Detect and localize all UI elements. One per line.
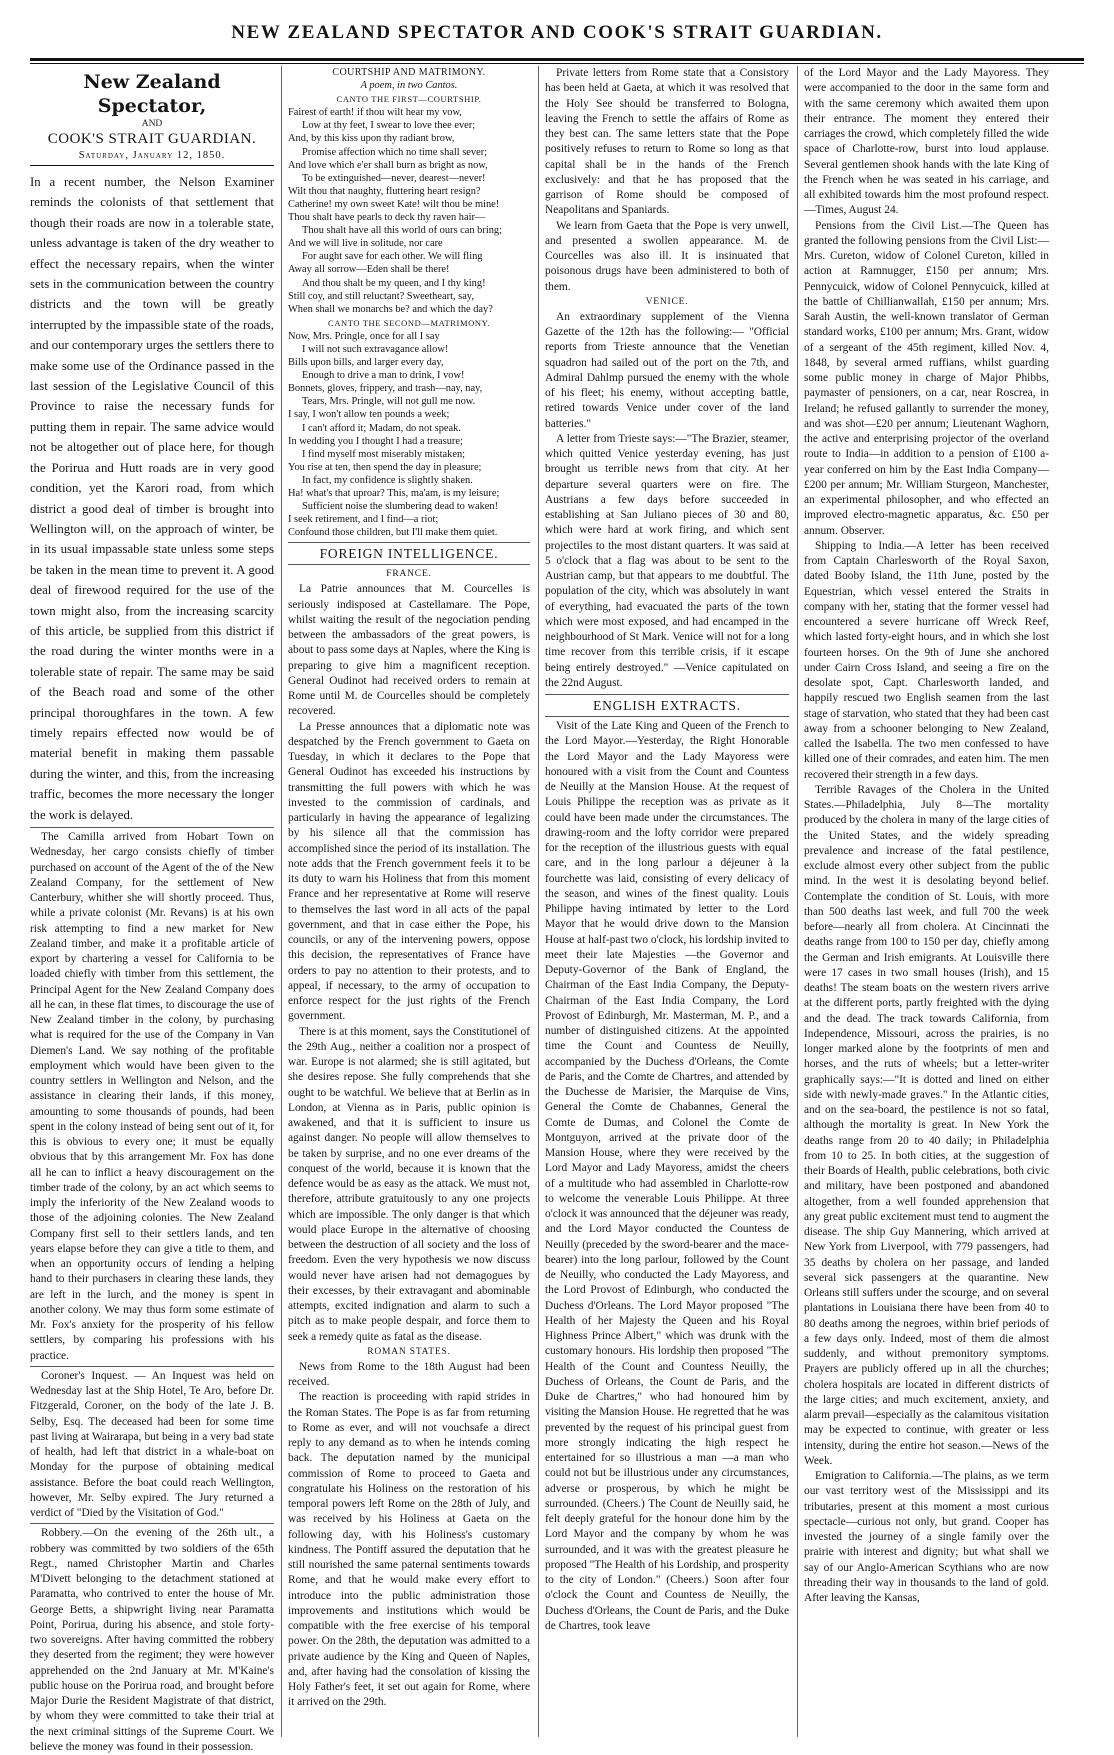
poem-line: Thou shalt have all this world of ours can bring; (302, 225, 502, 237)
column-2 (288, 66, 530, 1737)
dateline: Saturday, January 12, 1850. (30, 149, 274, 166)
article-paragraph: An extraordinary supplement of the Vienna Gazette of the 12th has the following:— "Official reports from Trieste announce that the Venetian squadron had sailed out of the port on the 7th, and Admiral Dahlmp pursued the enemy with the whole of his fleet; his enemy, without accepting battle, retired towards Venice under cover of the land batteries." (545, 310, 789, 430)
poem-line: For aught save for each other. We will fling (302, 251, 483, 263)
column-rule (281, 66, 282, 1737)
article-paragraph: There is at this moment, says the Constitutionel of the 29th Aug., neither a coalition nor a prospect of war. Europe is not alarmed; she is still agitated, but she desires repose. She fully comprehends that she ought to be watchful. We believe that at Berlin as in London, at Vienna as in Paris, public opinion is awakened, and that it is sufficient to insure us against danger. No people will allow themselves to be taken by surprise, and no one ever dreams of the conquest of the world, because it is known that the defence would be as easy as the attack. We must not, therefore, attribute gratuitously to any one projects which are impossible. The only danger is that which would place Europe in the alternative of choosing between the destruction of all society and the loss of freedom. Even the very hypothesis we now discuss would never have arisen had not demagogues by their excesses, by their extravagant and abominable attempts, excited indignation and alarm to such a pitch as to make people despair, and force them to seek a remedy quite as fatal as the disease. (288, 1025, 530, 1343)
subsection-heading: VENICE. (645, 296, 689, 307)
coroner-inquest-article: Coroner's Inquest. — An Inquest was held on Wednesday last at the Ship Hotel, Te Aro, before Dr. Fitzgerald, Coroner, on the body of the late J. B. Selby, Esq. The deceased had been for some time past living at Wairarapa, but being in a very bad state of health, had left that district in a whale-boat on Monday for the purpose of obtaining medical assistance. Before the boat could reach Wellington, however, Mr. Selby expired. The Jury returned a verdict of "Died by the Visitation of God." (30, 1369, 274, 1519)
poem-line: And love which e'er shall burn as bright as now, (288, 159, 488, 171)
poem-title: COURTSHIP AND MATRIMONY. (332, 67, 486, 78)
poem-line: Low at thy feet, I swear to love thee ever; (302, 120, 476, 132)
poem-line: Fairest of earth! if thou wilt hear my vow, (288, 107, 462, 119)
poem-line: To be extinguished—never, dearest—never! (302, 172, 486, 184)
robbery-article: Robbery.—On the evening of the 26th ult., a robbery was committed by two soldiers of the 65th Regt., named Christopher Martin and Charles M'Divett belonging to the detachment stationed at Paramatta, who contrived to enter the house of Mr. George Betts, a shipwright living near Paramatta Point, Porirua, during his absence, and stole forty-two sovereigns. After having committed the robbery they deserted from the regiment; they were however apprehended on the 2nd January at Mr. M'Kaine's public house on the Porirua road, and brought before Major Durie the Resident Magistrate of that district, by whom they were committed to take their trial at the next criminal sittings of the Supreme Court. We believe the money was found in their possession. (30, 1527, 274, 1753)
article-paragraph: Shipping to India.—A letter has been received from Captain Charlesworth of the Royal Saxon, dated Booby Island, the 11th June, posted by the Equestrian, which vessel entered the Straits in company with her, stating that the former vessel had encountered a severe hurricane off Wreck Reef, which lasted forty-eight hours, and in which she lost fourteen horses. On the 9th of June she anchored under Cairn Cross Island, and seeing a fire on the desolate spot, Capt. Charlesworth landed, and happily rescued two English seamen from the last stage of starvation, who stated that they had been cast away from a schooner belonging to New Zealand, called the Isabella. The two men confessed to have killed one of their comrades, and eaten him. The men recovered their strength in a few days. (804, 539, 1049, 781)
poem-line: In wedding you I thought I had a treasure; (288, 435, 463, 447)
poem-line: Tears, Mrs. Pringle, will not gull me now. (302, 396, 476, 408)
poem-line: I seek retirement, and I find—a riot; (288, 514, 439, 526)
poem-line: Thou shalt have pearls to deck thy raven hair— (288, 212, 486, 224)
poem-line: Catherine! my own sweet Kate! wilt thou be mine! (288, 198, 500, 210)
poem-line: Bonnets, gloves, frippery, and trash—nay, nay, (288, 383, 483, 395)
poem-line: I can't afford it; Madam, do not speak. (302, 422, 461, 434)
poem-line: Enough to drive a man to drink, I vow! (302, 370, 465, 382)
paper-and: AND (141, 119, 163, 129)
article-paragraph: Emigration to California.—The plains, as we term our vast territory west of the Mississippi and its tributaries, present at this moment a most curious spectacle—curious not only, but grand. Cooper has invested the journey of a single family over the prairie with interest and dignity; but what shall we say of our Anglo-American Scythians who are now threading their way in thousands to the land of gold. After leaving the Kansas, (804, 1470, 1049, 1604)
article-separator (30, 1523, 274, 1524)
article-separator (30, 1366, 274, 1367)
article-paragraph: Terrible Ravages of the Cholera in the United States.—Philadelphia, July 8—The mortality produced by the cholera in many of the large cities of the United States, and the widely spreading prevalence and increase of the fatal pestilence, exclude almost every other subject from the public mind. In the west it is desolating beyond belief. Contemplate the condition of St. Louis, with more than 500 deaths last week, and full 700 the week before—nearly all from cholera. At Cincinnati the deaths range from 100 to 150 per day, chiefly among the German and Irish emigrants. At Louisville there were 17 cases in two small houses (Irish), and 15 deaths! The steam boats on the western rivers arrive at the different ports, partly freighted with the dying and the dead. The track towards California, from Independence, Missouri, across the prairies, is no longer marked alone by the footprints of men and horses, and the ruts of wheels; but a letter-writer graphically says:—"It is dotted and lined on either side with newly-made graves." In the Atlantic cities, and on the sea-board, the pestilence is not so fatal, although the mortality is great. In New York the deaths range from 20 to 40 daily; in Philadelphia from 10 to 25. In both cities, at the suggestion of their Boards of Health, public celebrations, both civic and military, have been postponed and abandoned altogether, from a well founded apprehension that any great public excitement must tend to augment the disease. The ship Guy Mannering, which arrived at New York from Liverpool, with 779 passengers, had 35 deaths by cholera on her passage, and landed several sick passengers at the quarantine. New Orleans still suffers under the scourge, and on several plantations in Louisiana there have been from 40 to 80 deaths among the negroes, within brief periods of a few days only. Indeed, most of them die almost suddenly, and without premonitory symptoms. Prayers are publicly offered up in all the churches; cholera hospitals are located in different districts of the large cities; and much excitement, anxiety, and alarm prevail—especially as the calamitous visitation may be expected to continue, with greater or less intensity, during the entire hot season.—News of the Week. (804, 783, 1049, 1467)
column-rule (538, 66, 539, 1737)
poem-line: Sufficient noise the slumbering dead to waken! (302, 501, 499, 513)
column-rule (797, 66, 798, 1737)
poem-subtitle: A poem, in two Cantos. (360, 80, 458, 92)
article-paragraph: Visit of the Late King and Queen of the French to the Lord Mayor.—Yesterday, the Right Honorable the Lord Mayor and the Lady Mayoress were honoured with a visit from the Count and Countess de Neuilly at the Mansion House. At the request of Louis Philippe the reception was as private as it could have been made under the circumstances. The drawing-room and the lofty corridor were prepared for the reception of the illustrious guests with equal care, and in the long parlour a déjeuner à la fourchette was laid, consisting of every delicacy of the season, and wines of the finest quality. Louis Philippe having intimated by letter to the Lord Mayor that he would drive down to the Mansion House at half-past two o'clock, his lordship invited to meet their late Majesties —the Governor and Deputy-Governor of the Bank of England, the Chairman of the East India Company, the Deputy-Chairman of the East India Company, the Lord Provost of Edinburgh, Mr. Masterman, M. P., and a number of distinguished citizens. At the appointed time the Count and Countess de Neuilly, accompanied by the Duchess d'Orleans, the Comte de Paris, and the Comte de Chartres, and attended by the Duchesse de Marisier, the Marquise de Vins, General the Comte de Chabannes, General the Comte de Dumas, and Colonel the Comte de Montguyon, arrived at the private door of the Mansion House, where they were received by the Lord Mayor and Lady Mayoress, amidst the cheers of a multitude who had assembled in Charlotte-row to welcome the venerable Louis Philippe. At three o'clock it was announced that the déjeuner was ready, and the Lord Mayor conducted the Countess de Neuilly (preceded by the sword-bearer and the mace-bearer) into the long parlour, followed by the Count de Neuilly, who conducted the Lady Mayoress, and the Lord Provost of Edinburgh, who conducted the Duchess d'Orleans. The Lord Mayor proposed "The Health of her Majesty the Queen and his Royal Highness Prince Albert," which was drunk with the customary honours. His lordship then proposed "The Health of the Count and Countess Neuilly, the Duchess of Orleans, the Count de Paris, and the Duke de Chartres," who had honoured him by visiting the Mansion House. He regretted that he was prevented by the request of his principal guest from more strongly indicating the high respect he entertained for so illustrious a man —a man who could not but be illustrious under any circumstances, adverse or prosperous, by which he might be surrounded. (Cheers.) The Count de Neuilly said, he felt deeply grateful for the honour done him by the Lord Mayor and the company by whom he was surrounded, and it was with the greatest pleasure he proposed "The Health of his Lordship, and prosperity to the city of London." (Cheers.) Soon after four o'clock the Count and Countess de Neuilly, the Duchess d'Orleans, the Count de Paris, and the Duke de Chartres, took leave (545, 720, 789, 1632)
poem-line: And we will live in solitude, nor care (288, 238, 443, 250)
canto-heading: CANTO THE SECOND—MATRIMONY. (328, 317, 490, 328)
poem-line: And, by this kiss upon thy radiant brow, (288, 133, 455, 145)
poem-line: Still coy, and still reluctant? Sweetheart, say, (288, 290, 474, 302)
poem-line: I say, I won't allow ten pounds a week; (288, 409, 450, 421)
canto-heading: CANTO THE FIRST—COURTSHIP. (336, 94, 482, 105)
subsection-heading: FRANCE. (386, 569, 432, 580)
poem-line: Wilt thou that naughty, fluttering heart resign? (288, 185, 481, 197)
canto-1-lines (288, 106, 530, 316)
column-3 (545, 66, 789, 1737)
article-paragraph: La Patrie announces that M. Courcelles is seriously indisposed at Castellamare. The Pope, whilst waiting the result of the negociation pending between the ambassadors of the great powers, is about to pass some days at Naples, where the King is preparing to give him a magnificent reception. General Oudinot had received orders to remain at Rome until M. de Courcelles should be completely recovered. (288, 583, 531, 718)
masthead: NEW ZEALAND SPECTATOR AND COOK'S STRAIT GUARDIAN. (231, 22, 883, 43)
poem-line: I will not such extravagance allow! (302, 343, 449, 355)
article-paragraph: Pensions from the Civil List.—The Queen has granted the following pensions from the Civil List:—Mrs. Cureton, widow of Colonel Cureton, killed in action at Ramnugger, £150 per annum; Mrs. Pennycuick, widow of Colonel Pennycuick, killed at the battle of Chillianwallah, £150 per annum; Mrs. Sarah Austin, the well-known translator of German standard works, £100 per annum; Mrs. Grant, widow of a sergeant of the 45th regiment, killed Nov. 4, 1848, by several armed ruffians, whilst guarding some public money in charge of Major Phibbs, paymaster of pensioners, on a car, near Roscrea, in Ireland; he refused gallantly to surrender the money, and was shot—£20 per annum; Lieutenant Waghorn, the active and enterprising projector of the overland route to India—in addition to a pension of £100 a-year conferred on him by the East India Company—£200 per annum; Mr. William Sturgeon, Manchester, an experimental philosopher, and who effected an improved electro-magnetic apparatus, &c. £50 per annum. Observer. (804, 219, 1049, 537)
poem-line: And thou shalt be my queen, and I thy king! (302, 277, 486, 289)
poem-line: I find myself most miserably mistaken; (302, 448, 466, 460)
section-heading: ENGLISH EXTRACTS. (545, 694, 789, 717)
article-paragraph: La Presse announces that a diplomatic note was despatched by the French government to Gaeta on Tuesday, in which it declares to the Pope that General Oudinot has exceeded his instructions by transmitting the full powers with which he was invested to the commission of cardinals, and particularly in having the appearance of legalizing by his silence all that the commission has accomplished since the period of its installation. The note adds that the French government feels it to be its duty to warn his Holiness that from this moment France and her representative at Rome will reserve to themselves the last word in all acts of the papal government, and that in case either the Pope, his councils, or any of the intervening powers, oppose this decision, the representatives of France have orders to pay no attention to their protests, and to appeal, if necessary, to the army of occupation to enforce respect for the just rights of the French government. (288, 720, 530, 1023)
leader-article: In a recent number, the Nelson Examiner reminds the colonists of that settlement that though their roads are now in a tolerable state, unless advantage is taken of the dry weather to effect the necessary repairs, when the winter sets in the communication between the country districts and the town will be greatly interrupted by the impassible state of the roads, and our contemporary urges the settlers there to make some use of the Ordinance passed in the last session of the Legislative Council of this Province to raise the necessary funds for putting them in repair. The same advice would not be altogether out of place here, for though the Porirua and Hutt roads are in very good condition, yet the Karori road, from which district a good deal of timber is brought into Wellington will, on the approach of winter, be in its usual impassable state unless some steps be taken in the mean time to prevent it. A good deal of firewood required for the use of the town might also, from the increasing scarcity of this article, be supplied from this district if the road during the winter months were in a tolerable state of repair. The same may be said of the Beach road and some of the other principal thoroughfares in the town. A few timely repairs effected now would be of material benefit in making them passable during the winter, and this, from the increasing traffic, becomes the more necessary the longer the work is delayed. (30, 175, 274, 822)
canto-2-lines (288, 330, 530, 540)
column-1 (30, 66, 274, 1753)
poem-line: Now, Mrs. Pringle, once for all I say (288, 330, 440, 342)
section-heading: FOREIGN INTELLIGENCE. (288, 542, 530, 565)
article-paragraph: News from Rome to the 18th August had been received. (288, 1360, 530, 1389)
paper-title: New Zealand Spectator, (83, 71, 221, 117)
poem-line: Bills upon bills, and larger every day, (288, 357, 444, 369)
column-4 (804, 66, 1049, 1737)
subsection-heading: ROMAN STATES. (367, 1346, 451, 1357)
article-paragraph: of the Lord Mayor and the Lady Mayoress. They were accompanied to the door in the same form and with the same ceremony which awaited them upon their entrance. The moment they entered their carriages the crowd, which completely filled the wide space of Charlotte-row, burst into loud applause. Several gentlemen shook hands with the late King of the French when he was seated in his carriage, and all exhibited towards him the most profound respect.—Times, August 24. (804, 67, 1049, 217)
masthead-rule (30, 58, 1084, 64)
poem-line: You rise at ten, then spend the day in pleasure; (288, 461, 482, 473)
poem-line: When shall we monarchs be? and which the day? (288, 303, 493, 315)
poem-line: Confound those children, but I'll make them quiet. (288, 527, 498, 539)
article-paragraph: The reaction is proceeding with rapid strides in the Roman States. The Pope is as far from returning to Rome as ever, and will not vouchsafe a direct reply to any demand as to when he intends coming back. The deputation named by the municipal commission of Rome to proceed to Gaeta and congratulate his Holiness on the restoration of his temporal powers left Rome on the 28th of July, and was received by his Holiness at Gaeta on the following day, with his Holiness's customary kindness. The Pontiff assured the deputation that he still nourished the same paternal sentiments towards Rome, and that he would make every effort to introduce into the public administration those improvements and institutions which would be compatible with the free exercise of his temporal power. On the 28th, the deputation was admitted to a private audience by the King and Queen of Naples, and, after having had the consolation of kissing the Holy Father's feet, it set out again for Rome, where it arrived on the 29th. (288, 1391, 530, 1709)
camilla-article: The Camilla arrived from Hobart Town on Wednesday, her cargo consists chiefly of timber purchased on account of the Agent of the of the New Zealand Company, for the settlement of New Canterbury, whither she will shortly proceed. Thus, while a private colonist (Mr. Revans) is at his own risk attempting to find a new market for New Zealand timber, and make it a profitable article of export by chartering a vessel for California to be loaded chiefly with timber from this settlement, the Principal Agent for the New Zealand Company does all he can, in these flat times, to discourage the use of New Zealand timber in the colony, by purchasing what is required for the use of the Company in Van Diemen's Land. We say nothing of the profitable employment which would have been given to the country settlers in Wellington and Nelson, and the assistance in clearing their lands, if this money, amounting to some thousands of pounds, had been spent in the colony instead of being sent out of it, for this is obvious to every one; it must be equally obvious that by this arrangement Mr. Fox has done all he can to inflict a heavy discouragement on the timber trade of the colony, by an act which seems to imply the inferiority of the New Zealand woods to those of the adjoining colonies. The New Zealand Company first sell to their settlers lands, and ten years elapse before they can give a title to them, and when an opportunity occurs of lending a helping hand to their purchasers in clearing these lands, they are left in the lurch, and the money is spent in another colony. We may thus form some estimate of Mr. Fox's anxiety for the prosperity of his fellow settlers, by comparing his professions with his practice. (30, 831, 274, 1362)
poem (288, 66, 530, 539)
article-paragraph: A letter from Trieste says:—"The Brazier, steamer, which quitted Venice yesterday evening, has just brought us terrible news from that city. At her departure several quarters were on fire. The Austrians a few days before succeeded in establishing at San Juliano pieces of 30 and 80, which were hard at work firing, and which sent projectiles to the most distant quarters. It was said at 5 o'clock that a flag was about to be sent to the Austrian camp, but that appears to me doubtful. The population of the city, which was absolutely in want of everything, had evacuated the parts of the town which were most exposed, and had encamped in the neighbourhood of St Mark. Venice will not for a long time recover from this terrible crisis, if it escape being entirely destroyed." —Venice capitulated on the 22nd August. (545, 432, 789, 689)
poem-line: Away all sorrow—Eden shall be there! (288, 264, 450, 276)
article-separator (30, 827, 274, 828)
paper-subtitle: COOK'S STRAIT GUARDIAN. (47, 131, 257, 147)
poem-line: In fact, my confidence is slightly shaken. (302, 474, 473, 486)
article-paragraph: Private letters from Rome state that a Consistory has been held at Gaeta, at which it was resolved that the Holy See should be transferred to Bologna, leaving the French to settle the affairs of Rome as they best can. The same letters state that the Pope positively refuses to return to Rome so long as that capital shall be in the hands of the French exclusively: and that he has proposed that the garrison of Rome should be composed of Neapolitans and Spaniards. (545, 67, 789, 217)
article-paragraph: We learn from Gaeta that the Pope is very unwell, and presented a swollen appearance. M. de Courcelles was also ill. It is insinuated that poisonous drugs have been administered to both of them. (545, 219, 789, 293)
poem-line: Promise affection which no time shall sever; (302, 146, 488, 158)
poem-line: Ha! what's that uproar? This, ma'am, is my leisure; (288, 488, 500, 499)
